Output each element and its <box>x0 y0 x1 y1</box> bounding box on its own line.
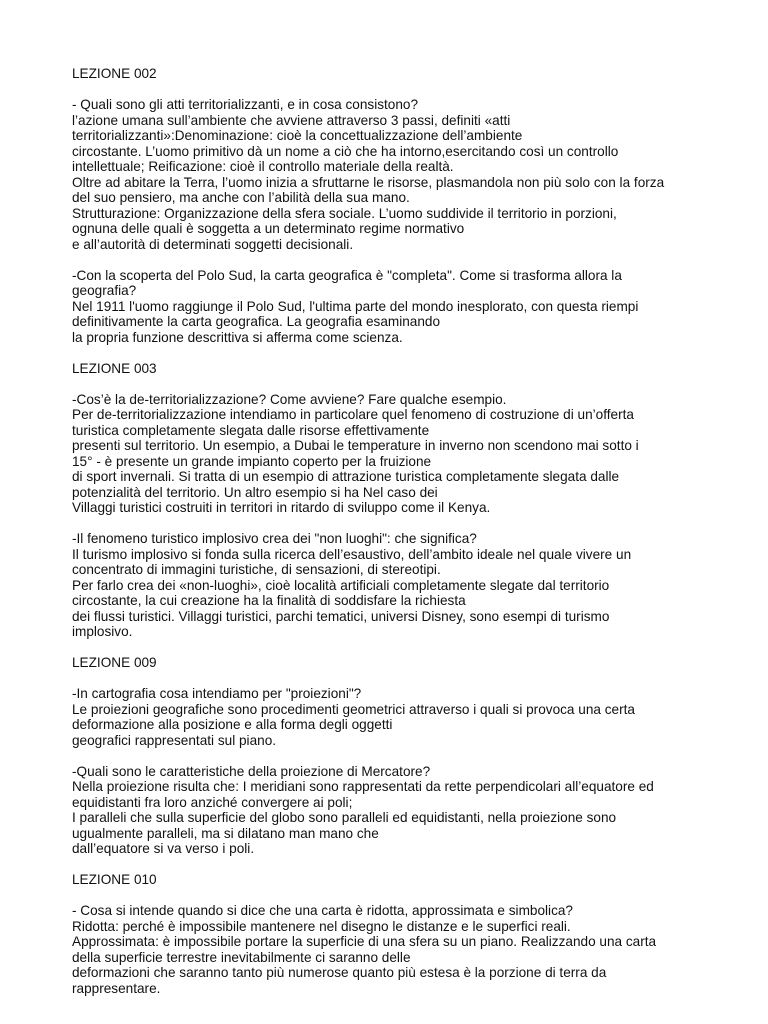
text-line: Per de-territorializzazione intendiamo in particolare quel fenomeno di costruzione di un’offerta <box>72 407 634 422</box>
text-line: Strutturazione: Organizzazione della sfera sociale. L’uomo suddivide il territorio in porzioni, <box>72 205 617 221</box>
text-line: deformazione alla posizione e alla forma degli oggetti <box>72 717 393 732</box>
question-answer-block <box>72 97 712 252</box>
document-page <box>72 66 712 1012</box>
text-line: Nel 1911 l'uomo raggiunge il Polo Sud, l'ultima parte del mondo inesplorato, con questa riempi <box>72 298 639 314</box>
lesson-heading: LEZIONE 003 <box>72 360 157 376</box>
text-line: ognuna delle quali è soggetta a un determinato regime normativo <box>72 221 465 236</box>
text-line: di sport invernali. Si tratta di un esempio di attrazione turistica completamente slegata dalle <box>72 469 620 484</box>
text-line: intellettuale; Reificazione: cioè il controllo materiale della realtà. <box>72 159 454 174</box>
text-line: dall’equatore si va verso i poli. <box>72 841 255 856</box>
text-line: I paralleli che sulla superficie del globo sono paralleli ed equidistanti, nella proiezione sono <box>72 810 617 825</box>
question-answer-block <box>72 268 712 346</box>
text-line: Le proiezioni geografiche sono procedimenti geometrici attraverso i quali si provoca una certa <box>72 701 635 717</box>
text-line: geografici rappresentati sul piano. <box>72 732 277 748</box>
text-line: Oltre ad abitare la Terra, l’uomo inizia a sfruttarne le risorse, plasmandola non più solo con la forza <box>72 174 665 190</box>
text-line: del suo pensiero, ma anche con l’abilità della sua mano. <box>72 190 410 205</box>
text-line: Il turismo implosivo si fonda sulla ricerca dell’esaustivo, dell’ambito ideale nel quale vivere un <box>72 546 632 562</box>
text-line: della superficie terrestre inevitabilmente ci saranno delle <box>72 949 411 965</box>
text-line: circostante. L’uomo primitivo dà un nome a ciò che ha intorno,esercitando così un controllo <box>72 143 619 159</box>
text-line: equidistanti fra loro anziché convergere ai poli; <box>72 794 353 810</box>
text-line: - Quali sono gli atti territorializzanti, e in cosa consistono? <box>72 97 419 112</box>
lesson-heading: LEZIONE 009 <box>72 655 157 670</box>
text-line: -Quali sono le caratteristiche della proiezione di Mercatore? <box>72 763 431 779</box>
text-line: -Con la scoperta del Polo Sud, la carta geografica è "completa". Come si trasforma allora la <box>72 267 622 283</box>
text-line: rappresentare. <box>72 980 161 996</box>
text-line: implosivo. <box>72 624 133 639</box>
text-line: Nella proiezione risulta che: I meridiani sono rappresentati da rette perpendicolari all’equatore ed <box>72 779 654 794</box>
text-line: territorializzanti»:Denominazione: cioè la concettualizzazione dell’ambiente <box>72 128 523 143</box>
text-line: concentrato di immagini turistiche, di sensazioni, di stereotipi. <box>72 562 441 577</box>
question-answer-block <box>72 903 712 996</box>
text-line: deformazioni che saranno tanto più numerose quanto più estesa è la porzione di terra da <box>72 965 607 980</box>
text-line: presenti sul territorio. Un esempio, a Dubai le temperature in inverno non scendono mai sotto i <box>72 438 639 453</box>
lesson-heading: LEZIONE 010 <box>72 872 157 887</box>
text-line: -Il fenomeno turistico implosivo crea dei "non luoghi": che significa? <box>72 531 477 546</box>
lesson-heading: LEZIONE 002 <box>72 66 157 81</box>
text-line: Villaggi turistici costruiti in territori in ritardo di sviluppo come il Kenya. <box>72 500 491 515</box>
text-line: -In cartografia cosa intendiamo per "proiezioni"? <box>72 686 362 701</box>
text-line: turistica completamente slegata dalle risorse effettivamente <box>72 422 430 438</box>
question-answer-block <box>72 686 712 748</box>
text-line: definitivamente la carta geografica. La geografia esaminando <box>72 314 441 329</box>
text-line: la propria funzione descrittiva si afferma come scienza. <box>72 329 403 345</box>
question-answer-block <box>72 392 712 516</box>
text-line: potenzialità del territorio. Un altro esempio si ha Nel caso dei <box>72 484 438 500</box>
text-line: circostante, la cui creazione ha la finalità di soddisfare la richiesta <box>72 593 466 608</box>
text-line: Ridotta: perché è impossibile mantenere nel disegno le distanze e le superfici reali. <box>72 918 571 934</box>
text-line: -Cos’è la de-territorializzazione? Come avviene? Fare qualche esempio. <box>72 391 507 407</box>
text-line: dei flussi turistici. Villaggi turistici, parchi tematici, universi Disney, sono esempi di turismo <box>72 608 610 624</box>
text-line: Approssimata: è impossibile portare la superficie di una sfera su un piano. Realizzando una carta <box>72 934 657 949</box>
text-line: - Cosa si intende quando si dice che una carta è ridotta, approssimata e simbolica? <box>72 903 573 918</box>
text-line: 15° - è presente un grande impianto coperto per la fruizione <box>72 453 432 469</box>
text-line: e all’autorità di determinati soggetti decisionali. <box>72 236 354 252</box>
text-line: ugualmente paralleli, ma si dilatano man mano che <box>72 825 379 841</box>
text-line: l’azione umana sull’ambiente che avviene attraverso 3 passi, definiti «atti <box>72 112 511 128</box>
text-line: geografia? <box>72 283 137 298</box>
question-answer-block <box>72 531 712 640</box>
question-answer-block <box>72 764 712 857</box>
text-line: Per farlo crea dei «non-luoghi», cioè località artificiali completamente slegate dal territorio <box>72 577 610 593</box>
